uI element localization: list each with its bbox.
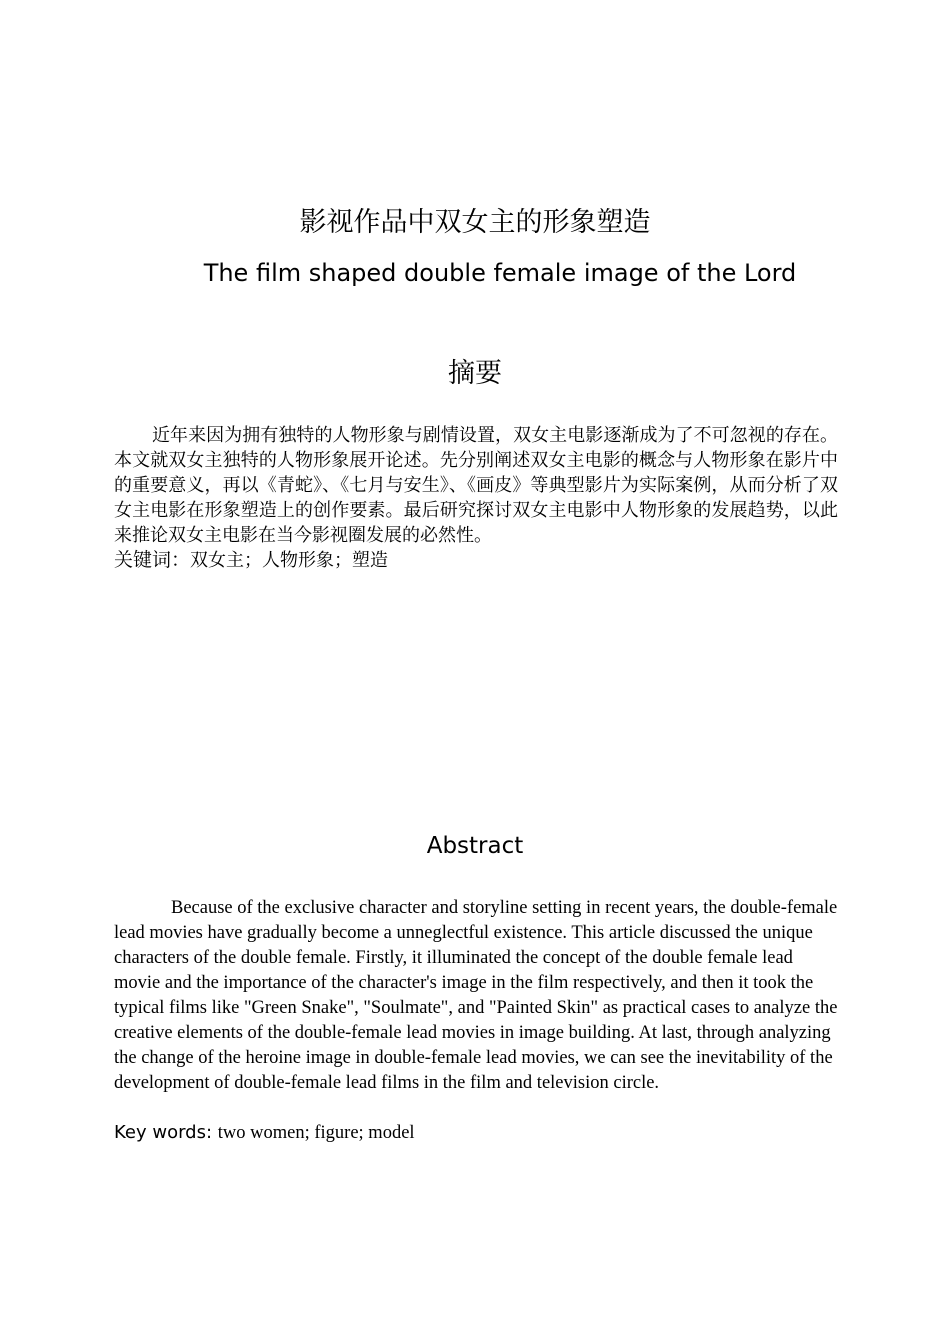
keywords-label-chinese: 关键词： [114, 549, 191, 571]
abstract-body-english: Because of the exclusive character and storyline setting in recent years, the double-female lead movies have gradually become a unneglectful existence. This article discussed the unique characters of the double female. Firstly, it illuminated the concept of the double female lead movie and the importance of the character's image in the film respectively, and then it took the typical films like "Green Snake", "Soulmate", and "Painted Skin" as practical cases to analyze the creative elements of the double-female lead movies in image building. At last, through analyzing the change of the heroine image in double-female lead movies, we can see the inevitability of the development of double-female lead films in the film and television circle. [114, 898, 838, 1093]
keywords-label-english: Key words: [114, 1122, 218, 1143]
keywords-value-chinese: 双女主；人物形象；塑造 [190, 550, 389, 571]
abstract-heading-chinese: 摘要 [448, 358, 502, 389]
keywords-english [114, 1120, 838, 1146]
thesis-title-english: The film shaped double female image of the Lord [203, 259, 797, 287]
abstract-heading-english: Abstract [426, 833, 524, 859]
keywords-chinese [114, 548, 838, 573]
keywords-value-english: two women; figure; model [217, 1123, 415, 1143]
thesis-title-chinese: 影视作品中双女主的形象塑造 [299, 207, 651, 238]
abstract-body-chinese: 近年来因为拥有独特的人物形象与剧情设置，双女主电影逐渐成为了不可忽视的存在。本文就双女主独特的人物形象展开论述。先分别阐述双女主电影的概念与人物形象在影片中的重要意义，再以《青蛇》、《七月与安生》、《画皮》等典型影片为实际案例，从而分析了双女主电影在形象塑造上的创作要素。最后研究探讨双女主电影中人物形象的发展趋势，以此来推论双女主电影在当今影视圈发展的必然性。 [114, 425, 838, 546]
